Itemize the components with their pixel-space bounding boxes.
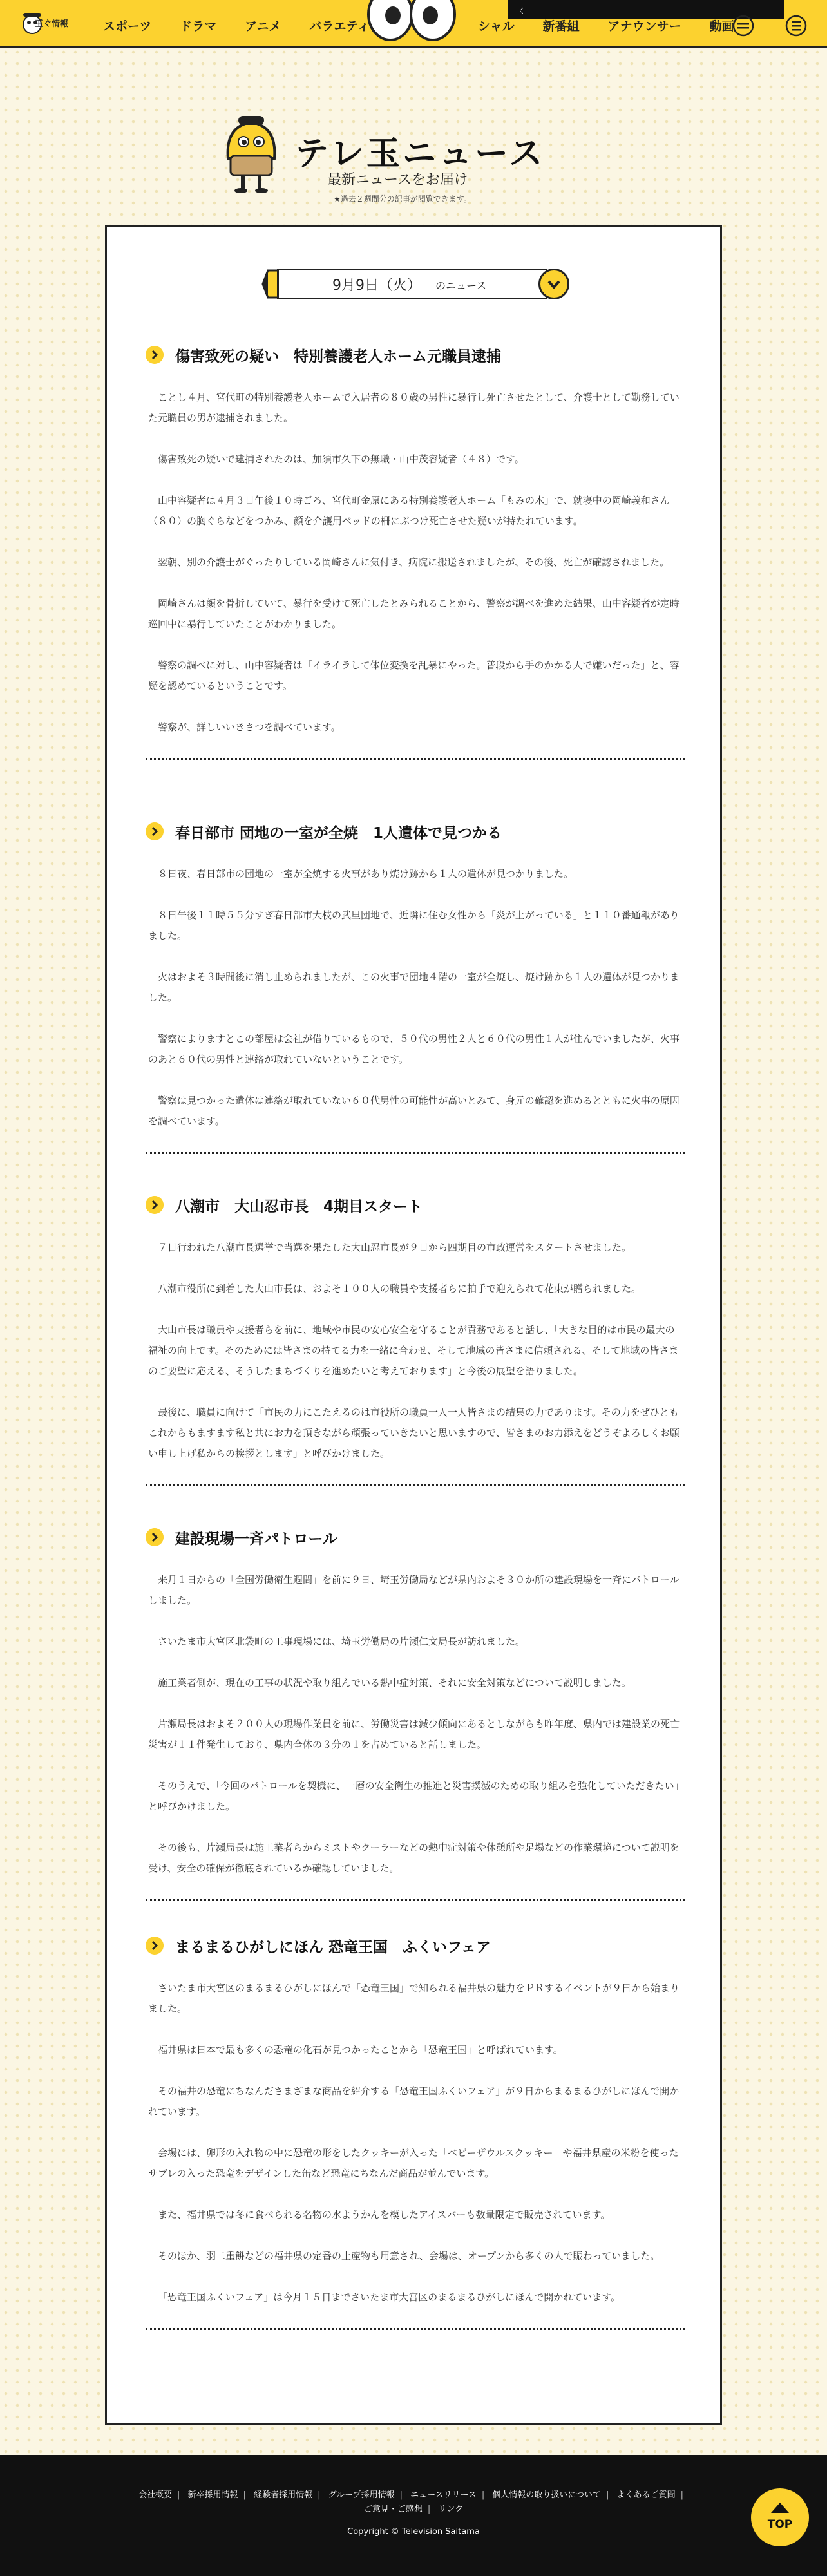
news-panel [105,225,722,2425]
article-paragraph: 福井県は日本で最も多くの恐竜の化石が見つかったことから「恐竜王国」と呼ばれています。 [158,2044,563,2056]
footer-link-privacy[interactable]: 個人情報の取り扱いについて [492,2490,602,2500]
date-suffix: のニュース [435,279,487,292]
article-paragraph: ８日午後１１時５５分すぎ春日部市大枝の武里団地で、近隣に住む女性から「炎が上がっている」と１１０番通報がありました。 [148,909,680,942]
news-article [146,1526,685,1901]
chevron-right-icon [146,346,164,364]
footer-links: 会社概要 | 新卒採用情報 | 経験者採用情報 | グループ採用情報 | ニュースリリース | 個人情報の取り扱いについて | よくあるご質問 | ご意見・ご感想 | リンク [138,2490,684,2514]
article-paragraph: ７日行われた八潮市長選挙で当選を果たした大山忍市長が９日から四期目の市政運営をスタートさせました。 [158,1242,632,1253]
arrow-up-icon [771,2503,789,2513]
nav-item-new-programs[interactable]: 新番組 [542,19,580,33]
article-header [146,820,685,842]
article-divider [146,2328,685,2330]
article-header [146,343,685,365]
page-title: テレ玉ニュース [295,135,546,173]
article-paragraph: 岡崎さんは顔を骨折していて、暴行を受けて死亡したとみられることから、警察が調べを進めた結果、山中容疑者が定時巡回中に暴行していたことがわかりました。 [148,598,680,630]
copyright: Copyright © Television Saitama [347,2527,480,2537]
nav-item-variety[interactable]: バラエティ [309,19,370,33]
article-paragraph: その福井の恐竜にちなんださまざまな商品を紹介する「恐竜王国ふくいフェア」が９日からまるまるひがしにほんで開かれています。 [148,2085,680,2117]
news-mascot-icon [222,113,281,194]
article-paragraph: 「恐竜王国ふくいフェア」は今月１５日までさいたま市大宮区のまるまるひがしにほんで開かれています。 [158,2291,621,2303]
date-dropdown-button[interactable] [538,269,569,299]
article-paragraph: 八潮市役所に到着した大山市長は、およそ１００人の職員や支援者らに拍手で迎えられて花束が贈られました。 [158,1283,642,1294]
logo-text[interactable]: 玉ぐ情報 [35,19,69,29]
article-paragraph: 来月１日からの「全国労働衛生週間」を前に９日、埼玉労働局などが県内およそ３０か所の建設現場を一斉にパトロールしました。 [148,1574,680,1606]
article-divider [146,1484,685,1486]
article-paragraph: そのほか、羽二重餅などの福井県の定番の土産物も用意され、会場は、オープンから多くの人で賑わっていました。 [158,2250,660,2262]
nav-item-special[interactable]: シャル [478,19,515,33]
article-paragraph: そのうえで、「今回のパトロールを契機に、一層の安全衛生の推進と災害撲滅のための取り組みを強化していただきたい」と呼びかけました。 [148,1780,680,1812]
article-paragraph: さいたま市大宮区北袋町の工事現場には、埼玉労働局の片瀬仁文局長が訪れました。 [158,1636,526,1647]
chevron-right-icon [146,1528,164,1546]
article-paragraph: 山中容疑者は４月３日午後１０時ごろ、宮代町金原にある特別養護老人ホーム「もみの木」で、就寝中の岡崎義和さん（８０）の胸ぐらなどをつかみ、顔を介護用ベッドの柵にぶつけ死亡させた疑いが持たれています。 [148,495,670,527]
footer-link-company[interactable]: 会社概要 [138,2490,172,2500]
footer-link-feedback[interactable]: ご意見・ご感想 [363,2505,423,2514]
article-paragraph: 会場には、卵形の入れ物の中に恐竜の形をしたクッキーが入った「ベビーザウルスクッキー」や福井県産の米粉を使ったサブレの入った恐竜をデザインした缶など恐竜にちなんだ商品が並んでいます。 [148,2147,679,2179]
chevron-down-icon [547,278,561,291]
back-to-top-label: TOP [767,2518,793,2531]
article-paragraph: 翌朝、別の介護士がぐったりしている岡崎さんに気付き、病院に搬送されましたが、その後、死亡が確認されました。 [158,556,670,568]
site-header [0,0,827,48]
article-divider [146,758,685,760]
page-subtitle: 最新ニュースをお届け [327,172,468,188]
article-header [146,1193,685,1215]
article-paragraph: 大山市長は職員や支援者らを前に、地域や市民の安心安全を守ることが責務であると話し、「大きな目的は市民の最大の福祉の向上です。そのためには皆さまの持てる力を一緒に合わせ、そして地域の皆さまに信頼される、そして地域の皆さまのご要望に応える、そうしたまちづくりを進めたいと考えております」と今後の展望を語りました。 [148,1324,679,1377]
nav-item-sports[interactable]: スポーツ [103,19,152,33]
menu-icon[interactable] [784,14,808,37]
article-title: まるまるひがしにほん 恐竜王国 ふくいフェア [175,1939,491,1956]
article-paragraph: 片瀬局長はおよそ２００人の現場作業員を前に、労働災害は減少傾向にあるとしながらも昨年度、県内では建設業の死亡災害が１１件発生しており、県内全体の３分の１を占めていると話しました。 [148,1718,680,1750]
article-paragraph: 警察が、詳しいいきさつを調べています。 [158,721,341,733]
footer-link-new-grad[interactable]: 新卒採用情報 [187,2490,238,2500]
nav-item-videos[interactable]: 動画 [709,19,734,33]
article-paragraph: その後も、片瀬局長は施工業者らからミストやクーラーなどの熱中症対策や休憩所や足場などの作業環境について説明を受け、安全の確保が徹底されているか確認していました。 [148,1842,680,1874]
article-title: 建設現場一斉パトロール [175,1531,338,1548]
header-notice-text: く [518,6,526,15]
article-paragraph: 警察の調べに対し、山中容疑者は「イライラして体位変換を乱暴にやった。普段から手のかかる人で嫌いだった」と、容疑を認めているということです。 [148,659,680,692]
article-paragraph: 傷害致死の疑いで逮捕されたのは、加須市久下の無職・山中茂容疑者（４８）です。 [158,453,524,465]
article-paragraph: 警察は見つかった遺体は連絡が取れていない６０代男性の可能性が高いとみて、身元の確認を進めるとともに火事の原因を調べています。 [148,1095,680,1127]
back-to-top-button[interactable] [751,2488,809,2546]
article-paragraph: 最後に、職員に向けて「市民の力にこたえるのは市役所の職員一人一人皆さまの結集の力であります。その力をぜひともこれからもますます私と共にお力を頂きながら頑張っていきたいと思いますので、皆さまのお力添えをどうぞよろしくお願い申し上げ私からの挨拶とします」と呼びかけました。 [148,1406,680,1459]
archive-note: ★過去２週間分の記事が閲覧できます。 [334,194,471,204]
mascot-eyes-icon [365,0,459,43]
article-paragraph: 警察によりますとこの部屋は会社が借りているもので、５０代の男性２人と６０代の男性１人が住んでいましたが、火事のあと６０代の男性と連絡が取れていないということです。 [148,1033,680,1065]
footer-link-faq[interactable]: よくあるご質問 [616,2490,676,2500]
article-paragraph: 施工業者側が、現在の工事の状況や取り組んでいる熱中症対策、それに安全対策などについて説明しました。 [158,1677,631,1689]
news-article [146,820,685,1154]
nav-item-anime[interactable]: アニメ [245,19,281,33]
article-paragraph: ことし４月、宮代町の特別養護老人ホームで入居者の８０歳の男性に暴行し死亡させたとして、介護士として勤務していた元職員の男が逮捕されました。 [148,392,680,424]
footer-link-links[interactable]: リンク [438,2505,464,2514]
chevron-right-icon [146,1196,164,1214]
footer-link-news-release[interactable]: ニュースリリース [410,2490,477,2500]
chevron-right-icon [146,822,164,840]
footer-link-experienced[interactable]: 経験者採用情報 [254,2490,313,2500]
main-nav-right [478,17,763,34]
article-header [146,1526,685,1548]
chevron-right-icon [146,1937,164,1955]
article-title: 春日部市 団地の一室が全焼 1人遺体で見つかる [175,825,502,842]
footer-link-group[interactable]: グループ採用情報 [328,2490,395,2500]
article-divider [146,1152,685,1154]
article-divider [146,1899,685,1901]
news-article [146,1934,685,2330]
nav-item-announcers[interactable]: アナウンサー [607,19,681,33]
article-paragraph: 火はおよそ３時間後に消し止められましたが、この火事で団地４階の一室が全焼し、焼け跡から１人の遺体が見つかりました。 [148,971,680,1003]
article-paragraph: さいたま市大宮区のまるまるひがしにほんで「恐竜王国」で知られる福井県の魅力をＰＲするイベントが９日から始まりました。 [148,1982,680,2014]
date-selector[interactable] [261,266,571,302]
news-article [146,343,685,760]
article-paragraph: また、福井県では冬に食べられる名物の水ようかんを模したアイスバーも数量限定で販売されています。 [158,2209,611,2221]
nav-item-drama[interactable]: ドラマ [180,19,217,33]
site-footer [0,2455,827,2576]
article-title: 八潮市 大山忍市長 4期目スタート [175,1198,423,1215]
main-nav-left [103,17,398,34]
article-paragraph: ８日夜、春日部市の団地の一室が全焼する火事があり焼け跡から１人の遺体が見つかりました。 [158,868,574,880]
article-title: 傷害致死の疑い 特別養護老人ホーム元職員逮捕 [175,348,501,365]
news-article [146,1193,685,1486]
selected-date: 9月9日（火） [332,278,421,294]
article-header [146,1934,685,1956]
search-icon[interactable] [732,14,755,37]
